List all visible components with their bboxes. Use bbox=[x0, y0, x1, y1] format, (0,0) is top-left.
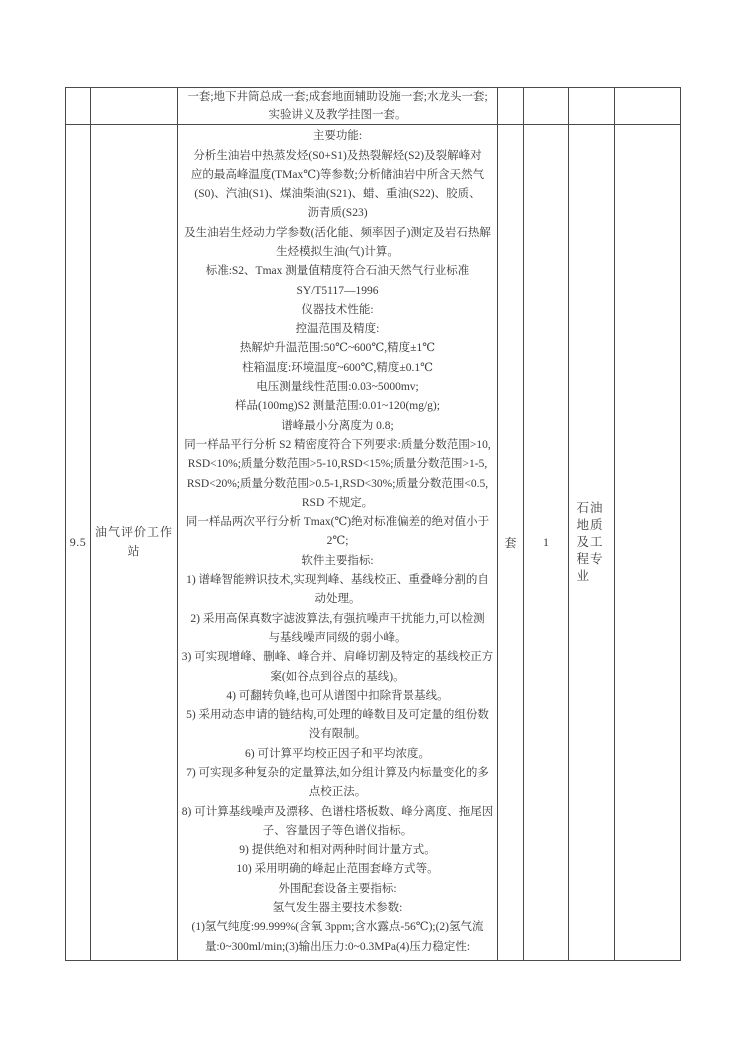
spec-line: 控温范围及精度: bbox=[295, 323, 380, 336]
spec-line: 动处理。 bbox=[314, 593, 361, 606]
spec-line: 谱峰最小分离度为 0.8; bbox=[281, 419, 394, 432]
spec-line: 6) 可计算平均校正因子和平均浓度。 bbox=[245, 747, 430, 760]
item-spec-cell bbox=[178, 124, 498, 960]
spec-line: 量:0~300ml/min;(3)输出压力:0~0.3MPa(4)压力稳定性: bbox=[204, 940, 471, 953]
spec-line: 外围配套设备主要指标: bbox=[278, 882, 397, 895]
remark-cell bbox=[615, 124, 681, 960]
item-spec-cell bbox=[178, 88, 498, 125]
spec-line: (1)氢气纯度:99.999%(含氧 3ppm;含水露点-56℃);(2)氢气流 bbox=[191, 921, 484, 934]
spec-line: 没有限制。 bbox=[308, 728, 367, 741]
spec-line: (S0)、汽油(S1)、煤油柴油(S21)、蜡、重油(S22)、胶质、 bbox=[194, 188, 481, 201]
major-cell bbox=[569, 124, 615, 960]
spec-line: 2℃; bbox=[326, 535, 349, 548]
spec-line: 生烃模拟生油(气)计算。 bbox=[276, 245, 399, 258]
spec-line: 10) 采用明确的峰起止范围套峰方式等。 bbox=[236, 863, 439, 876]
spec-line: 3) 可实现增峰、删峰、峰合并、肩峰切割及特定的基线校正方 bbox=[181, 651, 494, 664]
spec-line: 与基线噪声同级的弱小峰。 bbox=[268, 631, 407, 644]
spec-line: 4) 可翻转负峰,也可从谱图中扣除背景基线。 bbox=[226, 689, 449, 702]
spec-line: SY/T5117—1996 bbox=[296, 284, 379, 297]
spec-line: 2) 采用高保真数字滤波算法,有强抗噪声干扰能力,可以检测 bbox=[190, 612, 485, 625]
spec-line: 氢气发生器主要技术参数: bbox=[272, 902, 403, 915]
spec-line: 分析生油岩中热蒸发烃(S0+S1)及热裂解烃(S2)及裂解峰对 bbox=[193, 149, 482, 162]
spec-line: 7) 可实现多种复杂的定量算法,如分组计算及内标量变化的多 bbox=[186, 767, 489, 779]
spec-line: 软件主要指标: bbox=[301, 554, 374, 567]
spec-line: 应的最高峰温度(TMax℃)等参数;分析储油岩中所含天然气 bbox=[190, 168, 485, 181]
spec-line: 沥青质(S23) bbox=[307, 207, 368, 220]
spec-line: 电压测量线性范围:0.03~5000mv; bbox=[256, 381, 419, 394]
spec-line: 标准:S2、Tmax 测量值精度符合石油天然气行业标准 bbox=[205, 265, 470, 278]
spec-line: 及生油岩生烃动力学参数(活化能、频率因子)测定及岩石热解 bbox=[184, 226, 491, 239]
table-row-item-9-5 bbox=[66, 124, 681, 960]
spec-line: 仪器技术性能: bbox=[301, 303, 374, 316]
quantity-cell bbox=[524, 88, 569, 125]
spec-line: 1) 谱峰智能辨识技术,实现判峰、基线校正、重叠峰分割的自 bbox=[186, 574, 489, 587]
remark-cell bbox=[615, 88, 681, 125]
item-number-cell: 9.5 bbox=[66, 124, 91, 960]
spec-line: 热解炉升温范围:50℃~600℃,精度±1℃ bbox=[239, 342, 436, 355]
spec-line: 一套;地下井筒总成一套;成套地面辅助设施一套;水龙头一套; bbox=[187, 91, 488, 103]
spec-line: RSD<20%;质量分数范围>0.5-1,RSD<30%;质量分数范围<0.5, bbox=[186, 477, 489, 490]
unit-cell bbox=[498, 88, 524, 125]
spec-line: RSD 不规定。 bbox=[301, 496, 374, 509]
spec-line: 5) 采用动态申请的链结构,可处理的峰数目及可定量的组份数 bbox=[186, 709, 489, 722]
major-cell bbox=[569, 88, 615, 125]
item-number-cell bbox=[66, 88, 91, 125]
major-text: 石油地质及工程专业 bbox=[576, 500, 604, 583]
item-name-cell: 油气评价工作站 bbox=[91, 124, 178, 960]
table-row-continuation bbox=[66, 88, 681, 125]
spec-line: 8) 可计算基线噪声及漂移、色谱柱塔板数、峰分离度、拖尾因 bbox=[181, 805, 494, 818]
quantity-cell: 1 bbox=[524, 124, 569, 960]
spec-line: 主要功能: bbox=[312, 130, 363, 143]
spec-line: 9) 提供绝对和相对两种时间计量方式。 bbox=[239, 844, 436, 857]
item-name-cell bbox=[91, 88, 178, 125]
spec-line: 样品(100mg)S2 测量范围:0.01~120(mg/g); bbox=[235, 400, 440, 413]
spec-line: 子、容量因子等色谱仪指标。 bbox=[262, 824, 413, 837]
equipment-spec-table bbox=[65, 87, 681, 961]
spec-line: 同一样品两次平行分析 Tmax(℃)绝对标准偏差的绝对值小于 bbox=[185, 516, 490, 529]
spec-line: 案(如谷点到谷点的基线)。 bbox=[270, 670, 405, 683]
spec-line: 实验讲义及教学挂图一套。 bbox=[268, 108, 407, 121]
spec-line: 点校正法。 bbox=[308, 786, 367, 799]
spec-line: RSD<10%;质量分数范围>5-10,RSD<15%;质量分数范围>1-5, bbox=[187, 458, 488, 471]
spec-line: 柱箱温度:环境温度~600℃,精度±0.1℃ bbox=[242, 361, 433, 374]
unit-cell: 套 bbox=[498, 124, 524, 960]
spec-line: 同一样品平行分析 S2 精密度符合下列要求:质量分数范围>10, bbox=[184, 438, 491, 451]
